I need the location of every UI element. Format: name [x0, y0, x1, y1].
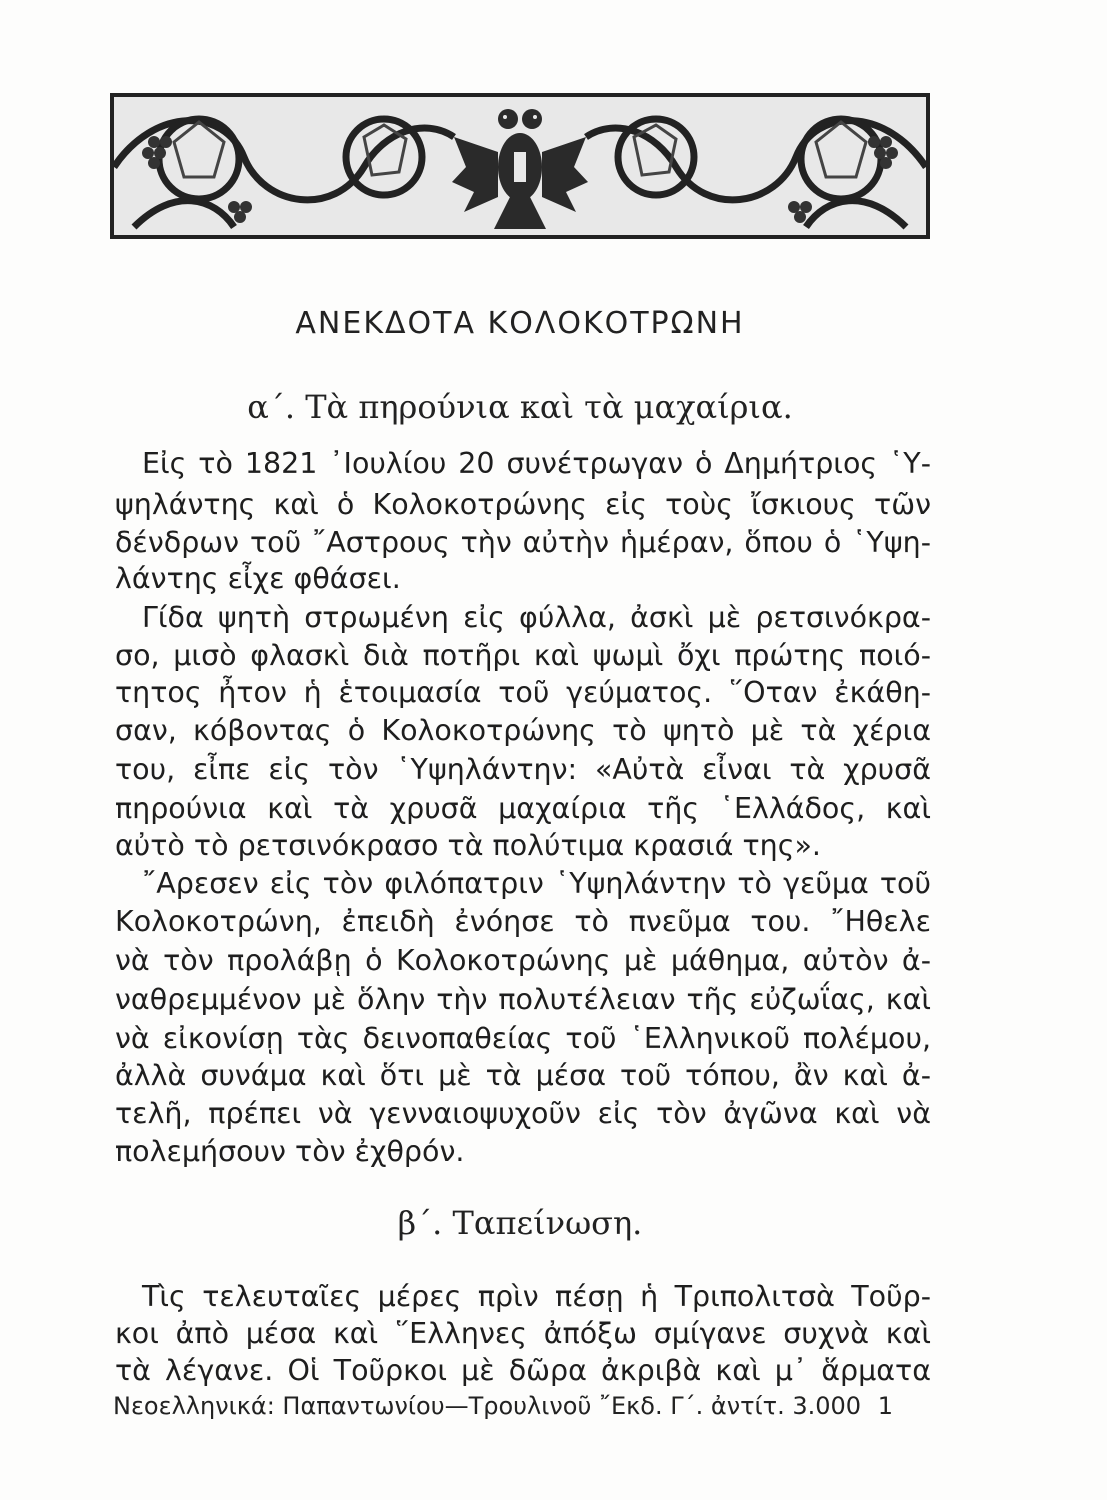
- text-line: τελῆ, πρέπει νὰ γενναιοψυχοῦν εἰς τὸν ἀγῶνα καὶ νὰ: [115, 1097, 931, 1130]
- text-line: σαν, κόβοντας ὁ Κολοκοτρώνης τὸ ψητὸ μὲ τὰ χέρια: [115, 714, 931, 747]
- decorative-banner: [110, 93, 930, 239]
- text-line: κοι ἀπὸ μέσα καὶ ῞Ελληνες ἀπόξω σμίγανε συχνὰ καὶ: [115, 1317, 931, 1350]
- text-line: πηρούνια καὶ τὰ χρυσᾶ μαχαίρια τῆς ῾Ελλάδος, καὶ: [115, 792, 931, 825]
- text-line: Εἰς τὸ 1821 ᾽Ιουλίου 20 συνέτρωγαν ὁ Δημήτριος ῾Υ-: [142, 447, 931, 480]
- text-line: τητος ἦτον ἡ ἑτοιμασία τοῦ γεύματος. ῞Οταν ἐκάθη-: [115, 676, 931, 709]
- section-heading-a: α΄. Τὰ πηρούνια καὶ τὰ μαχαίρια.: [247, 388, 793, 426]
- text-line: λάντης εἶχε φθάσει.: [115, 562, 401, 595]
- text-line: τὰ λέγανε. Οἱ Τοῦρκοι μὲ δῶρα ἀκριβὰ καὶ μ᾽ ἅρματα: [115, 1354, 931, 1387]
- footer-source: Νεοελληνικά: Παπαντωνίου—Τρουλινοῦ ῎Εκδ. Γ΄. ἀντίτ. 3.000: [113, 1392, 862, 1420]
- text-line: σο, μισὸ φλασκὶ διὰ ποτῆρι καὶ ψωμὶ ὄχι πρώτης ποιό-: [115, 639, 931, 672]
- text-line: Κολοκοτρώνη, ἐπειδὴ ἐνόησε τὸ πνεῦμα του. ῎Ηθελε: [115, 905, 931, 938]
- text-line: πολεμήσουν τὸν ἐχθρόν.: [115, 1135, 465, 1168]
- text-line: αὐτὸ τὸ ρετσινόκρασο τὰ πολύτιμα κρασιά της».: [115, 829, 821, 862]
- text-line: νὰ εἰκονίσῃ τὰς δεινοπαθείας τοῦ ῾Ελληνικοῦ πολέμου,: [115, 1022, 931, 1055]
- text-line: ψηλάντης καὶ ὁ Κολοκοτρώνης εἰς τοὺς ἴσκιους τῶν: [115, 488, 931, 521]
- text-line: ναθρεμμένον μὲ ὅλην τὴν πολυτέλειαν τῆς εὐζωΐας, καὶ: [115, 983, 931, 1016]
- text-line: Τὶς τελευταῖες μέρες πρὶν πέσῃ ἡ Τριπολιτσὰ Τοῦρ-: [142, 1280, 931, 1313]
- text-line: νὰ τὸν προλάβῃ ὁ Κολοκοτρώνης μὲ μάθημα, αὐτὸν ἀ-: [115, 944, 931, 977]
- eagle-vine-ornament-icon: [114, 97, 926, 235]
- page-title: ΑΝΕΚΔΟΤΑ ΚΟΛΟΚΟΤΡΩΝΗ: [295, 306, 745, 341]
- text-line: Γίδα ψητὴ στρωμένη εἰς φύλλα, ἀσκὶ μὲ ρετσινόκρα-: [142, 601, 931, 634]
- text-line: δένδρων τοῦ ῎Αστρους τὴν αὐτὴν ἡμέραν, ὅπου ὁ ῾Υψη-: [115, 526, 931, 559]
- section-heading-b: β΄. Ταπείνωση.: [397, 1204, 643, 1242]
- text-line: του, εἶπε εἰς τὸν ῾Υψηλάντην: «Αὐτὰ εἶναι τὰ χρυσᾶ: [115, 753, 931, 786]
- page-footer: [113, 1392, 893, 1420]
- text-line: ῎Αρεσεν εἰς τὸν φιλόπατριν ῾Υψηλάντην τὸ γεῦμα τοῦ: [142, 867, 931, 900]
- page-number: 1: [877, 1392, 893, 1420]
- text-line: ἀλλὰ συνάμα καὶ ὅτι μὲ τὰ μέσα τοῦ τόπου, ἂν καὶ ἀ-: [115, 1059, 931, 1092]
